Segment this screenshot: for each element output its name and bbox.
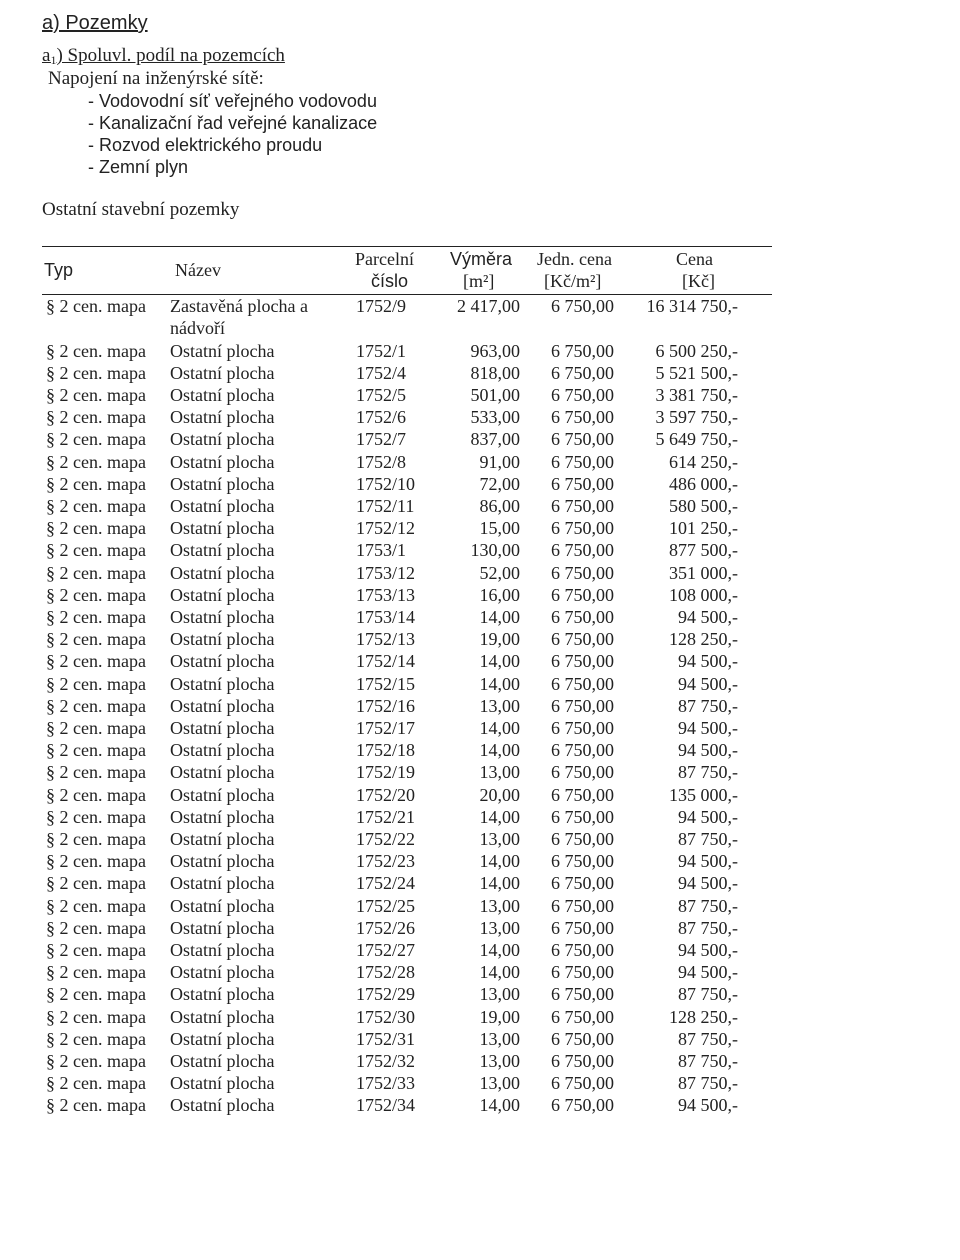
- table-row: [0, 829, 960, 851]
- table-row: [0, 341, 960, 363]
- row-typ: § 2 cen. mapa: [46, 562, 146, 583]
- row-typ: § 2 cen. mapa: [46, 673, 146, 694]
- row-parcela: 1752/13: [356, 629, 416, 650]
- row-cena: 877 500,-: [669, 540, 738, 561]
- row-vymera: 2 417,00: [457, 296, 520, 316]
- row-cena: 128 250,-: [669, 629, 738, 650]
- header-jedn-2: [Kč/m²]: [544, 271, 602, 291]
- row-cena: 135 000,-: [669, 784, 738, 805]
- row-cena: 3 597 750,-: [655, 407, 738, 428]
- row-parcela: 1753/1: [356, 540, 407, 561]
- row-jedn: 6 750,00: [551, 1050, 614, 1071]
- row-jedn: 6 750,00: [551, 673, 614, 694]
- row-typ: § 2 cen. mapa: [46, 451, 146, 472]
- row-nazev: Ostatní plocha: [170, 740, 275, 761]
- row-jedn: 6 750,00: [551, 362, 614, 383]
- row-typ: § 2 cen. mapa: [46, 717, 146, 738]
- row-jedn: 6 750,00: [551, 962, 614, 983]
- row-typ: § 2 cen. mapa: [46, 1095, 146, 1116]
- row-nazev: Ostatní plocha: [170, 695, 275, 716]
- row-jedn: 6 750,00: [551, 451, 614, 472]
- table-row: [0, 1007, 960, 1029]
- row-vymera: 19,00: [479, 629, 520, 650]
- row-vymera: 13,00: [479, 1028, 520, 1049]
- row-nazev: Ostatní plocha: [170, 984, 275, 1005]
- row-jedn: 6 750,00: [551, 1073, 614, 1094]
- row-nazev: Ostatní plocha: [170, 495, 275, 516]
- table-header-rule: [42, 294, 772, 295]
- row-typ: § 2 cen. mapa: [46, 296, 146, 316]
- row-parcela: 1752/6: [356, 407, 407, 428]
- row-jedn: 6 750,00: [551, 473, 614, 494]
- row-jedn: 6 750,00: [551, 695, 614, 716]
- row-typ: § 2 cen. mapa: [46, 873, 146, 894]
- row-cena: 87 750,-: [678, 1050, 738, 1071]
- row-parcela: 1752/9: [356, 296, 407, 316]
- table-row: [0, 385, 960, 407]
- row-vymera: 818,00: [470, 362, 520, 383]
- row-typ: § 2 cen. mapa: [46, 984, 146, 1005]
- row-jedn: 6 750,00: [551, 606, 614, 627]
- row-nazev: Ostatní plocha: [170, 873, 275, 894]
- row-nazev: Ostatní plocha: [170, 340, 275, 361]
- row-cena: 94 500,-: [678, 673, 738, 694]
- row-nazev: Ostatní plocha: [170, 784, 275, 805]
- row-vymera: 963,00: [470, 340, 520, 361]
- row-parcela: 1752/14: [356, 651, 416, 672]
- row-cena: 108 000,-: [669, 584, 738, 605]
- table-row: [0, 1029, 960, 1051]
- row-nazev: Ostatní plocha: [170, 917, 275, 938]
- row-nazev-continued: nádvoří: [170, 318, 225, 338]
- row-parcela: 1752/8: [356, 451, 407, 472]
- row-parcela: 1752/33: [356, 1073, 416, 1094]
- row-nazev: Ostatní plocha: [170, 762, 275, 783]
- row-nazev: Ostatní plocha: [170, 407, 275, 428]
- row-parcela: 1752/28: [356, 962, 416, 983]
- row-cena: 94 500,-: [678, 740, 738, 761]
- row-vymera: 13,00: [479, 1073, 520, 1094]
- row-parcela: 1752/26: [356, 917, 416, 938]
- table-row: [0, 296, 960, 318]
- row-typ: § 2 cen. mapa: [46, 695, 146, 716]
- row-cena: 87 750,-: [678, 695, 738, 716]
- row-vymera: 501,00: [470, 384, 520, 405]
- row-cena: 87 750,-: [678, 1028, 738, 1049]
- table-top-rule: [42, 246, 772, 247]
- row-jedn: 6 750,00: [551, 784, 614, 805]
- network-item: - Vodovodní síť veřejného vodovodu: [88, 91, 377, 111]
- row-parcela: 1752/29: [356, 984, 416, 1005]
- row-parcela: 1752/16: [356, 695, 416, 716]
- row-jedn: 6 750,00: [551, 429, 614, 450]
- row-typ: § 2 cen. mapa: [46, 362, 146, 383]
- table-row: [0, 718, 960, 740]
- table-row: [0, 651, 960, 673]
- row-parcela: 1752/23: [356, 851, 416, 872]
- row-vymera: 533,00: [470, 407, 520, 428]
- row-nazev: Ostatní plocha: [170, 606, 275, 627]
- row-cena: 5 521 500,-: [655, 362, 738, 383]
- table-row: [0, 807, 960, 829]
- table-row: [0, 1095, 960, 1117]
- row-cena: 94 500,-: [678, 851, 738, 872]
- row-vymera: 14,00: [479, 673, 520, 694]
- row-nazev: Ostatní plocha: [170, 1095, 275, 1116]
- row-parcela: 1753/13: [356, 584, 416, 605]
- row-typ: § 2 cen. mapa: [46, 806, 146, 827]
- row-cena: 486 000,-: [669, 473, 738, 494]
- table-row-continuation: [0, 318, 960, 340]
- row-typ: § 2 cen. mapa: [46, 917, 146, 938]
- row-typ: § 2 cen. mapa: [46, 429, 146, 450]
- row-vymera: 13,00: [479, 917, 520, 938]
- row-cena: 94 500,-: [678, 962, 738, 983]
- row-jedn: 6 750,00: [551, 740, 614, 761]
- row-nazev: Ostatní plocha: [170, 851, 275, 872]
- row-jedn: 6 750,00: [551, 629, 614, 650]
- row-nazev: Ostatní plocha: [170, 429, 275, 450]
- row-parcela: 1752/34: [356, 1095, 416, 1116]
- row-typ: § 2 cen. mapa: [46, 851, 146, 872]
- table-row: [0, 984, 960, 1006]
- row-jedn: 6 750,00: [551, 296, 614, 316]
- row-nazev: Ostatní plocha: [170, 1050, 275, 1071]
- subtitle-prefix: a: [42, 45, 51, 66]
- row-vymera: 13,00: [479, 895, 520, 916]
- networks-heading: Napojení na inženýrské sítě:: [48, 68, 264, 89]
- row-nazev: Ostatní plocha: [170, 806, 275, 827]
- row-vymera: 14,00: [479, 717, 520, 738]
- row-nazev: Ostatní plocha: [170, 651, 275, 672]
- row-cena: 580 500,-: [669, 495, 738, 516]
- row-parcela: 1752/24: [356, 873, 416, 894]
- row-cena: 94 500,-: [678, 606, 738, 627]
- row-cena: 87 750,-: [678, 984, 738, 1005]
- table-row: [0, 918, 960, 940]
- row-nazev: Ostatní plocha: [170, 717, 275, 738]
- row-jedn: 6 750,00: [551, 518, 614, 539]
- row-vymera: 19,00: [479, 1006, 520, 1027]
- row-typ: § 2 cen. mapa: [46, 340, 146, 361]
- row-vymera: 13,00: [479, 1050, 520, 1071]
- row-vymera: 13,00: [479, 762, 520, 783]
- row-parcela: 1752/5: [356, 384, 407, 405]
- header-vymera-2: [m²]: [463, 271, 495, 291]
- row-parcela: 1752/18: [356, 740, 416, 761]
- row-vymera: 15,00: [479, 518, 520, 539]
- row-vymera: 14,00: [479, 962, 520, 983]
- row-parcela: 1752/7: [356, 429, 407, 450]
- row-parcela: 1753/12: [356, 562, 416, 583]
- row-jedn: 6 750,00: [551, 340, 614, 361]
- section-subtitle: [42, 45, 285, 68]
- row-typ: § 2 cen. mapa: [46, 651, 146, 672]
- row-vymera: 14,00: [479, 740, 520, 761]
- row-nazev: Ostatní plocha: [170, 362, 275, 383]
- row-cena: 351 000,-: [669, 562, 738, 583]
- row-typ: § 2 cen. mapa: [46, 1028, 146, 1049]
- row-typ: § 2 cen. mapa: [46, 895, 146, 916]
- row-typ: § 2 cen. mapa: [46, 384, 146, 405]
- row-parcela: 1752/30: [356, 1006, 416, 1027]
- table-row: [0, 785, 960, 807]
- row-jedn: 6 750,00: [551, 1095, 614, 1116]
- row-parcela: 1752/22: [356, 828, 416, 849]
- row-vymera: 14,00: [479, 851, 520, 872]
- row-nazev: Ostatní plocha: [170, 939, 275, 960]
- row-jedn: 6 750,00: [551, 562, 614, 583]
- table-row: [0, 762, 960, 784]
- row-vymera: 52,00: [479, 562, 520, 583]
- row-parcela: 1752/11: [356, 495, 415, 516]
- row-vymera: 14,00: [479, 939, 520, 960]
- header-cena-1: Cena: [676, 249, 713, 269]
- row-jedn: 6 750,00: [551, 495, 614, 516]
- row-nazev: Ostatní plocha: [170, 384, 275, 405]
- row-vymera: 837,00: [470, 429, 520, 450]
- row-cena: 87 750,-: [678, 762, 738, 783]
- row-vymera: 91,00: [479, 451, 520, 472]
- row-vymera: 16,00: [479, 584, 520, 605]
- table-row: [0, 940, 960, 962]
- row-typ: § 2 cen. mapa: [46, 473, 146, 494]
- subtitle-subscript: 1: [50, 53, 57, 67]
- row-jedn: 6 750,00: [551, 828, 614, 849]
- row-parcela: 1752/27: [356, 939, 416, 960]
- row-parcela: 1752/32: [356, 1050, 416, 1071]
- row-typ: § 2 cen. mapa: [46, 584, 146, 605]
- row-typ: § 2 cen. mapa: [46, 1006, 146, 1027]
- row-vymera: 72,00: [479, 473, 520, 494]
- row-cena: 87 750,-: [678, 917, 738, 938]
- row-vymera: 86,00: [479, 495, 520, 516]
- row-vymera: 20,00: [479, 784, 520, 805]
- row-typ: § 2 cen. mapa: [46, 740, 146, 761]
- row-jedn: 6 750,00: [551, 806, 614, 827]
- header-parcelni-2: číslo: [371, 271, 409, 291]
- table-row: [0, 1051, 960, 1073]
- row-nazev: Ostatní plocha: [170, 962, 275, 983]
- row-jedn: 6 750,00: [551, 1006, 614, 1027]
- row-nazev: Ostatní plocha: [170, 895, 275, 916]
- row-vymera: 13,00: [479, 984, 520, 1005]
- row-jedn: 6 750,00: [551, 717, 614, 738]
- network-item: - Rozvod elektrického proudu: [88, 135, 323, 155]
- row-parcela: 1752/1: [356, 340, 407, 361]
- row-vymera: 130,00: [470, 540, 520, 561]
- row-cena: 3 381 750,-: [655, 384, 738, 405]
- table-row: [0, 474, 960, 496]
- row-typ: § 2 cen. mapa: [46, 407, 146, 428]
- row-cena: 5 649 750,-: [655, 429, 738, 450]
- row-jedn: 6 750,00: [551, 407, 614, 428]
- row-cena: 94 500,-: [678, 873, 738, 894]
- table-row: [0, 452, 960, 474]
- row-jedn: 6 750,00: [551, 651, 614, 672]
- table-row: [0, 1073, 960, 1095]
- row-typ: § 2 cen. mapa: [46, 606, 146, 627]
- row-cena: 94 500,-: [678, 651, 738, 672]
- table-row: [0, 740, 960, 762]
- row-jedn: 6 750,00: [551, 939, 614, 960]
- table-row: [0, 363, 960, 385]
- row-cena: 94 500,-: [678, 806, 738, 827]
- row-parcela: 1752/21: [356, 806, 416, 827]
- row-typ: § 2 cen. mapa: [46, 1050, 146, 1071]
- row-typ: § 2 cen. mapa: [46, 1073, 146, 1094]
- row-nazev: Ostatní plocha: [170, 518, 275, 539]
- row-jedn: 6 750,00: [551, 851, 614, 872]
- table-row: [0, 629, 960, 651]
- row-cena: 94 500,-: [678, 1095, 738, 1116]
- table-row: [0, 851, 960, 873]
- row-nazev: Ostatní plocha: [170, 451, 275, 472]
- row-parcela: 1752/19: [356, 762, 416, 783]
- row-nazev: Ostatní plocha: [170, 584, 275, 605]
- row-typ: § 2 cen. mapa: [46, 518, 146, 539]
- row-vymera: 13,00: [479, 828, 520, 849]
- row-vymera: 14,00: [479, 806, 520, 827]
- row-jedn: 6 750,00: [551, 384, 614, 405]
- table-row: [0, 696, 960, 718]
- row-jedn: 6 750,00: [551, 584, 614, 605]
- row-typ: § 2 cen. mapa: [46, 828, 146, 849]
- row-cena: 87 750,-: [678, 1073, 738, 1094]
- row-parcela: 1752/10: [356, 473, 416, 494]
- header-vymera-1: Výměra: [450, 249, 513, 269]
- other-plots-heading: Ostatní stavební pozemky: [42, 199, 240, 220]
- row-nazev: Ostatní plocha: [170, 1073, 275, 1094]
- table-row: [0, 896, 960, 918]
- table-row: [0, 407, 960, 429]
- table-row: [0, 518, 960, 540]
- header-parcelni-1: Parcelní: [355, 249, 414, 269]
- row-vymera: 14,00: [479, 606, 520, 627]
- header-nazev: Název: [175, 260, 221, 280]
- network-item: - Zemní plyn: [88, 157, 189, 177]
- row-jedn: 6 750,00: [551, 873, 614, 894]
- row-cena: 94 500,-: [678, 939, 738, 960]
- row-cena: 6 500 250,-: [655, 340, 738, 361]
- row-parcela: 1752/31: [356, 1028, 416, 1049]
- table-row: [0, 962, 960, 984]
- table-row: [0, 585, 960, 607]
- row-parcela: 1752/20: [356, 784, 416, 805]
- header-typ: Typ: [44, 260, 74, 280]
- row-nazev: Ostatní plocha: [170, 562, 275, 583]
- row-typ: § 2 cen. mapa: [46, 495, 146, 516]
- row-nazev: Ostatní plocha: [170, 828, 275, 849]
- row-typ: § 2 cen. mapa: [46, 629, 146, 650]
- row-cena: 87 750,-: [678, 895, 738, 916]
- row-cena: 614 250,-: [669, 451, 738, 472]
- row-typ: § 2 cen. mapa: [46, 939, 146, 960]
- row-nazev: Zastavěná plocha a: [170, 296, 308, 316]
- row-nazev: Ostatní plocha: [170, 1028, 275, 1049]
- row-parcela: 1752/17: [356, 717, 416, 738]
- row-nazev: Ostatní plocha: [170, 473, 275, 494]
- row-parcela: 1752/25: [356, 895, 416, 916]
- row-cena: 101 250,-: [669, 518, 738, 539]
- table-row: [0, 563, 960, 585]
- row-nazev: Ostatní plocha: [170, 673, 275, 694]
- subtitle-text: ) Spoluvl. podíl na pozemcích: [56, 45, 285, 66]
- table-row: [0, 873, 960, 895]
- row-nazev: Ostatní plocha: [170, 540, 275, 561]
- row-jedn: 6 750,00: [551, 917, 614, 938]
- row-cena: 94 500,-: [678, 717, 738, 738]
- table-row: [0, 674, 960, 696]
- table-row: [0, 429, 960, 451]
- network-item: - Kanalizační řad veřejné kanalizace: [88, 113, 378, 133]
- row-parcela: 1752/12: [356, 518, 416, 539]
- row-vymera: 14,00: [479, 873, 520, 894]
- table-row: [0, 540, 960, 562]
- row-typ: § 2 cen. mapa: [46, 962, 146, 983]
- table-row: [0, 607, 960, 629]
- row-cena: 87 750,-: [678, 828, 738, 849]
- table-row: [0, 496, 960, 518]
- row-parcela: 1752/15: [356, 673, 416, 694]
- row-typ: § 2 cen. mapa: [46, 540, 146, 561]
- row-cena: 16 314 750,-: [646, 296, 738, 316]
- row-vymera: 14,00: [479, 651, 520, 672]
- row-parcela: 1753/14: [356, 606, 416, 627]
- row-vymera: 14,00: [479, 1095, 520, 1116]
- row-jedn: 6 750,00: [551, 1028, 614, 1049]
- row-nazev: Ostatní plocha: [170, 1006, 275, 1027]
- row-cena: 128 250,-: [669, 1006, 738, 1027]
- row-nazev: Ostatní plocha: [170, 629, 275, 650]
- header-jedn-1: Jedn. cena: [537, 249, 612, 269]
- page-title: a) Pozemky: [42, 12, 148, 34]
- header-cena-2: [Kč]: [682, 271, 715, 291]
- row-jedn: 6 750,00: [551, 984, 614, 1005]
- row-vymera: 13,00: [479, 695, 520, 716]
- row-jedn: 6 750,00: [551, 762, 614, 783]
- row-jedn: 6 750,00: [551, 540, 614, 561]
- row-jedn: 6 750,00: [551, 895, 614, 916]
- row-parcela: 1752/4: [356, 362, 407, 383]
- row-typ: § 2 cen. mapa: [46, 762, 146, 783]
- row-typ: § 2 cen. mapa: [46, 784, 146, 805]
